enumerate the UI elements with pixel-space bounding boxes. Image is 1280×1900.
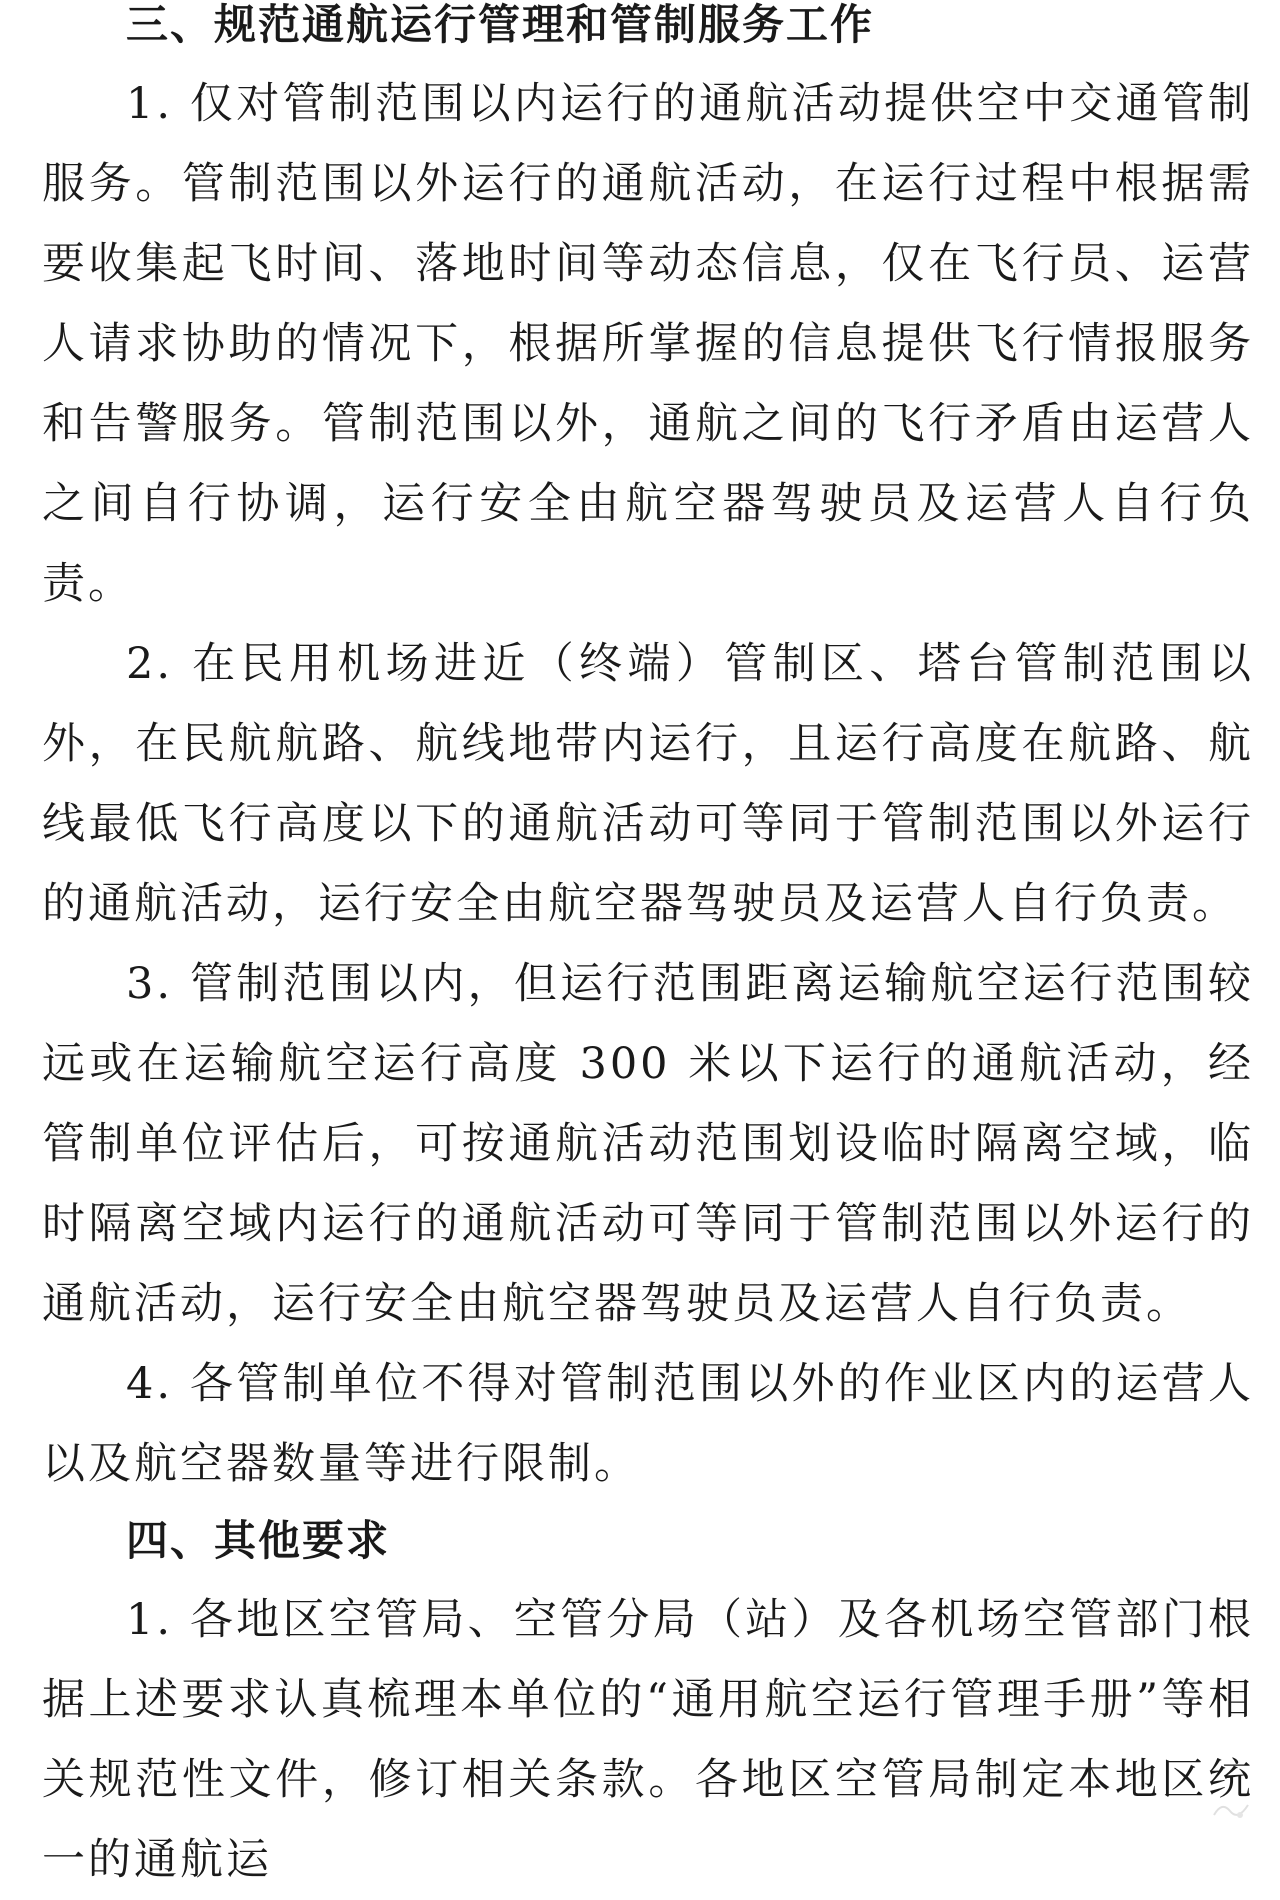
document-page <box>42 0 1254 1900</box>
section-4-item-1: 1. 各地区空管局、空管分局（站）及各机场空管部门根据上述要求认真梳理本单位的“通用航空运行管理手册”等相关规范性文件，修订相关条款。各地区空管局制定本地区统一的通航运 <box>42 1595 1254 1885</box>
section-3-item-3: 3. 管制范围以内，但运行范围距离运输航空运行范围较远或在运输航空运行高度 300 米以下运行的通航活动，经管制单位评估后，可按通航活动范围划设临时隔离空域，临时隔离空域内运行的通航活动可等同于管制范围以外运行的通航活动，运行安全由航空器驾驶员及运营人自行负责。 <box>42 959 1254 1329</box>
section-3-heading: 三、规范通航运行管理和管制服务工作 <box>126 0 875 49</box>
section-3-item-1: 1. 仅对管制范围以内运行的通航活动提供空中交通管制服务。管制范围以外运行的通航活动，在运行过程中根据需要收集起飞时间、落地时间等动态信息，仅在飞行员、运营人请求协助的情况下，根据所掌握的信息提供飞行情报服务和告警服务。管制范围以外，通航之间的飞行矛盾由运营人之间自行协调，运行安全由航空器驾驶员及运营人自行负责。 <box>42 79 1254 609</box>
section-4-heading: 四、其他要求 <box>126 1516 391 1565</box>
section-3-item-2: 2. 在民用机场进近（终端）管制区、塔台管制范围以外，在民航航路、航线地带内运行，且运行高度在航路、航线最低飞行高度以下的通航活动可等同于管制范围以外运行的通航活动，运行安全由航空器驾驶员及运营人自行负责。 <box>42 639 1254 929</box>
section-3-item-4: 4. 各管制单位不得对管制范围以外的作业区内的运营人以及航空器数量等进行限制。 <box>42 1359 1254 1489</box>
scan-mark-icon <box>1210 1795 1254 1823</box>
